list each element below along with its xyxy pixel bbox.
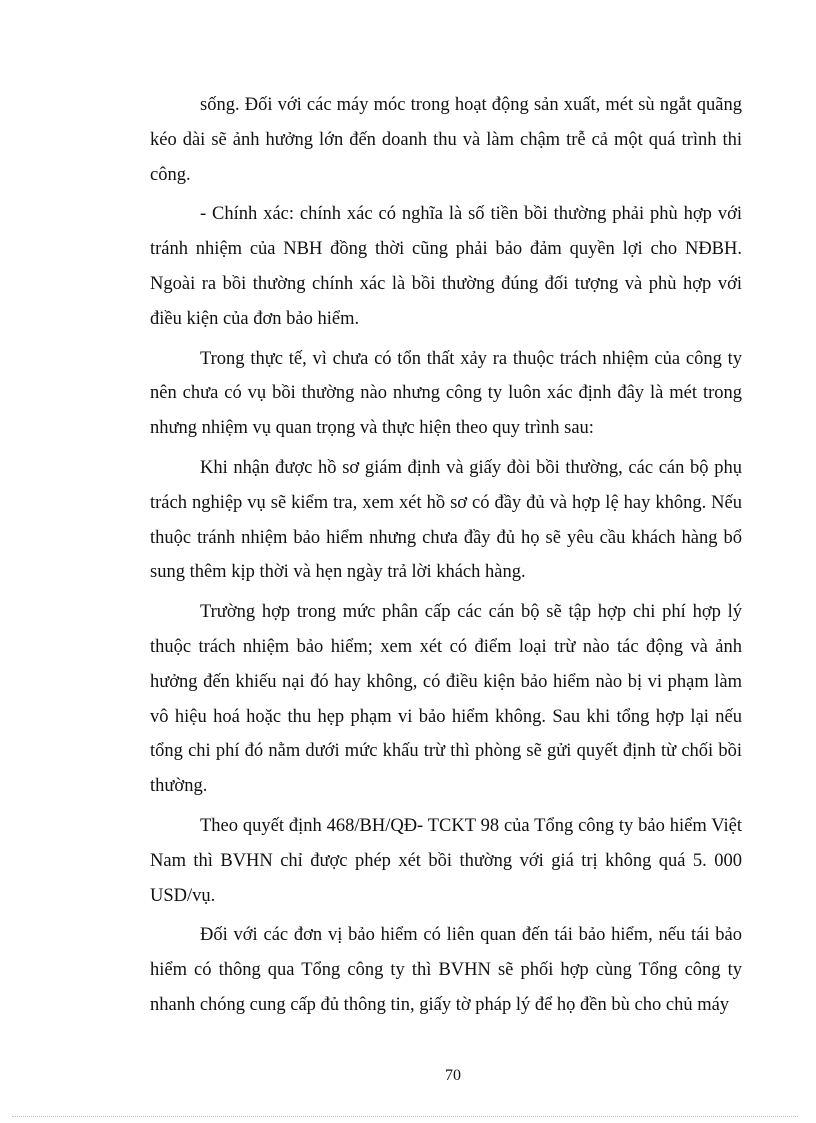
paragraph-4: Khi nhận được hồ sơ giám định và giấy đòi bồi thường, các cán bộ phụ trách nghiệp vụ sẽ kiểm tra, xem xét hồ sơ có đầy đủ và hợp lệ hay không. Nếu thuộc tránh nhiệm bảo hiểm nhưng chưa đầy đủ họ sẽ yêu cầu khách hàng bổ sung thêm kịp thời và hẹn ngày trả lời khách hàng. <box>150 457 742 583</box>
paragraph-2: - Chính xác: chính xác có nghĩa là số tiền bồi thường phải phù hợp với tránh nhiệm của NBH đồng thời cũng phải bảo đảm quyền lợi cho NĐBH. Ngoài ra bồi thường chính xác là bồi thường đúng đối tượng và phù hợp với điều kiện của đơn bảo hiểm. <box>150 204 742 329</box>
paragraph-5: Trường hợp trong mức phân cấp các cán bộ sẽ tập hợp chi phí hợp lý thuộc trách nhiệm bảo hiểm; xem xét có điểm loại trừ nào tác động và ảnh hưởng đến khiếu nại đó hay không, có điều kiện bảo hiểm nào bị vi phạm làm vô hiệu hoá hoặc thu hẹp phạm vi bảo hiểm không. Sau khi tổng hợp lại nếu tổng chi phí đó nằm dưới mức khấu trừ thì phòng sẽ gửi quyết định từ chối bồi thường. <box>150 602 742 797</box>
page-bottom-border <box>12 1115 798 1117</box>
paragraph-7: Đối với các đơn vị bảo hiểm có liên quan đến tái bảo hiểm, nếu tái bảo hiểm có thông qua Tổng công ty thì BVHN sẽ phối hợp cùng Tổng công ty nhanh chóng cung cấp đủ thông tin, giấy tờ pháp lý để họ đền bù cho chủ máy <box>150 925 742 1015</box>
body-text <box>150 88 742 1028</box>
paragraph-1: sống. Đối với các máy móc trong hoạt động sản xuất, mét sù ngắt quãng kéo dài sẽ ảnh hưởng lớn đến doanh thu và làm chậm trễ cả một quá trình thi công. <box>150 95 742 185</box>
paragraph-3: Trong thực tế, vì chưa có tổn thất xảy ra thuộc trách nhiệm của công ty nên chưa có vụ bồi thường nào nhưng công ty luôn xác định đây là mét trong nhưng nhiệm vụ quan trọng và thực hiện theo quy trình sau: <box>150 348 742 439</box>
page-number: 70 <box>445 1067 461 1084</box>
paragraph-6: Theo quyết định 468/BH/QĐ- TCKT 98 của Tổng công ty bảo hiểm Việt Nam thì BVHN chỉ được phép xét bồi thường với giá trị không quá 5. 000 USD/vụ. <box>150 815 742 906</box>
